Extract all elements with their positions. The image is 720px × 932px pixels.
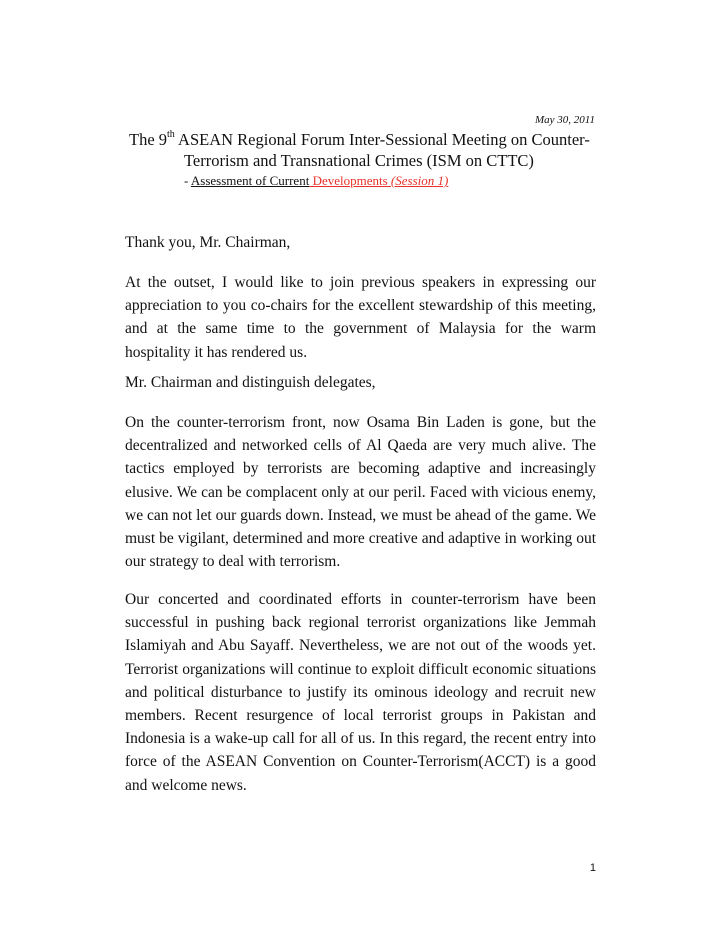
- subtitle-assessment: Assessment of Current: [190, 173, 310, 188]
- paragraph-opening: At the outset, I would like to join previous speakers in expressing our appreciation to you co-chairs for the excellent stewardship of this meeting, and at the same time to the government of Malaysia for the warm hospitality it has rendered us.: [125, 274, 596, 361]
- document-subtitle: [184, 173, 448, 189]
- subtitle-developments: Developments: [309, 173, 391, 188]
- subtitle-dash: -: [184, 173, 191, 188]
- document-title-line-1: [129, 130, 590, 150]
- title-rest: ASEAN Regional Forum Inter-Sessional Meeting on Counter-: [174, 130, 590, 149]
- paragraph-counter-terrorism: On the counter-terrorism front, now Osama Bin Laden is gone, but the decentralized and networked cells of Al Qaeda are very much alive. The tactics employed by terrorists are becoming adaptive and increasingly elusive. We can be complacent only at our peril. Faced with vicious enemy, we can not let our guards down. Instead, we must be ahead of the game. We must be vigilant, determined and more creative and adaptive in working out our strategy to deal with terrorism.: [125, 414, 596, 571]
- document-date: May 30, 2011: [535, 114, 595, 126]
- paragraph-concerted-efforts: Our concerted and coordinated efforts in counter-terrorism have been successful in pushing back regional terrorist organizations like Jemmah Islamiyah and Abu Sayaff. Nevertheless, we are not out of the woods yet. Terrorist organizations will continue to exploit difficult economic situations and political disturbance to justify its ominous ideology and recruit new members. Recent resurgence of local terrorist groups in Pakistan and Indonesia is a wake-up call for all of us. In this regard, the recent entry into force of the ASEAN Convention on Counter-Terrorism(ACCT) is a good and welcome news.: [125, 591, 596, 794]
- title-prefix: The 9: [129, 130, 168, 149]
- title-superscript: th: [167, 129, 175, 140]
- document-title-line-2: Terrorism and Transnational Crimes (ISM on CTTC): [184, 151, 534, 170]
- greeting: Thank you, Mr. Chairman,: [125, 234, 291, 251]
- address-line: Mr. Chairman and distinguish delegates,: [125, 374, 376, 391]
- page-number: 1: [589, 862, 596, 874]
- subtitle-session: (Session 1): [390, 173, 449, 188]
